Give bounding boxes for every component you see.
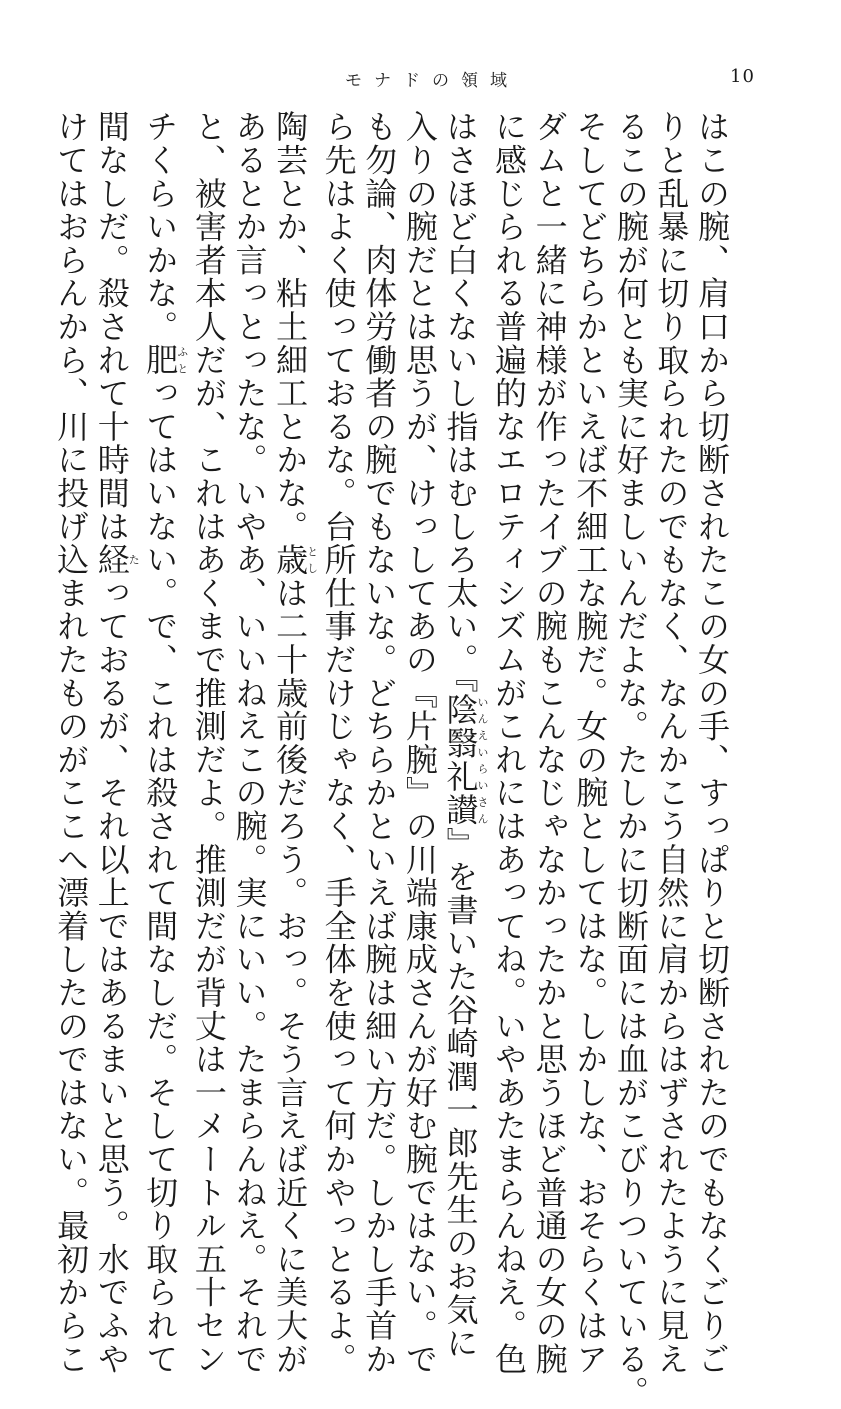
text-line-10: ら先はよく使っておるな。台所仕事だけじゃなく、手全体を使って何かやっとるよ。	[319, 110, 358, 1376]
text-line-13: と、被害者本人だが、これはあくまで推測だよ。推測だが背丈は一メートル五十セン	[189, 110, 228, 1376]
text-line-7: はさほど白くないし指はむしろ太い。『陰翳礼讃いんえいらいさん』を書いた谷崎潤一郎先生のお気に	[441, 110, 489, 1360]
text-line-11: 陶芸とか、粘土細工とかな。歳としは二十歳前後だろう。おっ。そう言えば近くに美大が	[271, 110, 319, 1376]
running-title: モナドの領域	[345, 71, 519, 91]
text-line-12: あるとか言っとったな。いやあ、いいねえこの腕。実にいい。たまらんねえ。それで	[230, 110, 269, 1376]
text-line-4: そしてどちらかといえば不細工な腕だ。女の腕としてはな。しかしな、おそらくはア	[571, 110, 610, 1376]
text-line-9: も勿論、肉体労働者の腕でもないな。どちらかといえば腕は細い方だ。しかし手首か	[360, 110, 399, 1376]
text-line-6: に感じられる普遍的なエロティシズムがこれにはあってね。いやあたまらんねえ。色	[490, 110, 529, 1376]
text-line-3: るこの腕が何とも実に好ましいんだよな。たしかに切断面には血がこびりついている。	[611, 110, 650, 1409]
text-line-16: けてはおらんから、川に投げ込まれたものがここへ漂着したのではない。最初からこ	[52, 110, 91, 1376]
page-number: 10	[730, 66, 755, 87]
text-line-1: はこの腕、肩口から切断されたこの女の手、すっぱりと切断されたのでもなくごりご	[693, 110, 731, 1376]
text-line-8: 入りの腕だとは思うが、けっしてあの『片腕』の川端康成さんが好む腕ではない。で	[400, 110, 439, 1376]
ruby-futo: 肥ふと	[141, 343, 189, 377]
ruby-futo-reading: ふと	[175, 343, 189, 377]
ruby-toshi-reading: とし	[305, 542, 319, 577]
body-text	[52, 110, 732, 1409]
ruby-inei-raisan-reading: いんえいらいさん	[475, 693, 489, 827]
ruby-ta-reading: た	[127, 542, 141, 577]
ruby-ta: 経た	[92, 542, 141, 577]
text-line-14: チくらいかな。肥ふとってはいない。で、これは殺されて間なしだ。そして切り取られて	[141, 110, 189, 1376]
ruby-toshi: 歳とし	[271, 542, 319, 577]
text-line-2: りと乱暴に切り取られたのでもなく、なんかこう自然に肩からはずされたように見え	[652, 110, 691, 1376]
text-line-15: 間なしだ。殺されて十時間は経たっておるが、それ以上ではあるまいと思う。水でふや	[92, 110, 141, 1376]
ruby-inei-raisan: 陰翳礼讃いんえいらいさん	[441, 693, 489, 827]
text-line-5: ダムと一緒に神様が作ったイブの腕もこんなじゃなかったかと思うほど普通の女の腕	[530, 110, 569, 1376]
